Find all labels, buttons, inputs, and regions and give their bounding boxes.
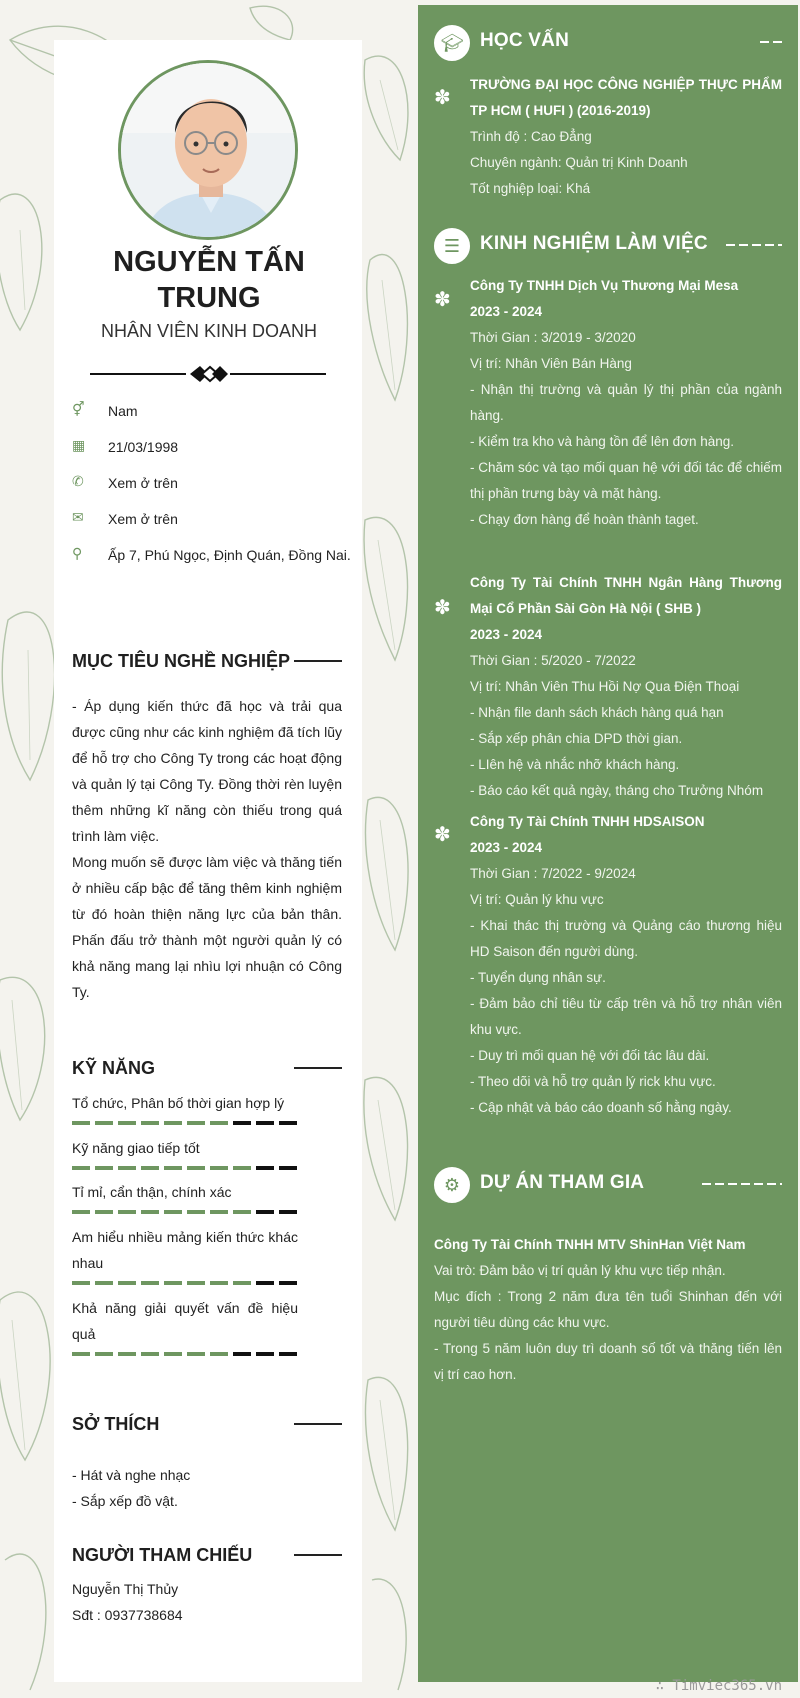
skill-item: Kỹ năng giao tiếp tốt	[72, 1135, 298, 1170]
skill-level-segment	[256, 1166, 274, 1170]
skill-level-segment	[233, 1166, 251, 1170]
skill-level-segment	[256, 1121, 274, 1125]
skill-level-segment	[95, 1352, 113, 1356]
reference-heading: NGƯỜI THAM CHIẾU	[72, 1542, 342, 1568]
skill-level-segment	[210, 1166, 228, 1170]
gears-icon: ⚙	[434, 1167, 470, 1203]
book-stack-icon: ☰	[434, 228, 470, 264]
skills-heading: KỸ NĂNG	[72, 1055, 342, 1081]
objective-paragraph-1: - Áp dụng kiến thức đã học và trải qua được cũng như các kinh nghiệm đã tích lũy để hỗ trợ cho Công Ty trong các hoạt động và quản lý tại Công Ty. Đồng thời rèn luyện thêm những kĩ năng còn thiếu trong quá trình làm việc.	[72, 698, 342, 844]
skill-item: Tổ chức, Phân bố thời gian hợp lý	[72, 1090, 298, 1125]
skill-level-bar	[72, 1166, 298, 1170]
gender-icon: ⚥	[72, 401, 85, 417]
skill-level-segment	[233, 1352, 251, 1356]
skill-level-segment	[279, 1352, 297, 1356]
skill-level-segment	[118, 1210, 136, 1214]
info-phone: ✆ Xem ở trên	[72, 470, 352, 496]
skill-level-segment	[279, 1166, 297, 1170]
skill-level-segment	[187, 1281, 205, 1285]
skill-level-segment	[72, 1281, 90, 1285]
skill-level-segment	[279, 1281, 297, 1285]
skill-level-segment	[233, 1281, 251, 1285]
skill-level-segment	[118, 1281, 136, 1285]
skill-level-segment	[187, 1210, 205, 1214]
skill-level-segment	[118, 1121, 136, 1125]
skill-level-segment	[164, 1210, 182, 1214]
skill-level-segment	[141, 1166, 159, 1170]
skill-level-segment	[233, 1121, 251, 1125]
watermark: ∴ Timviec365.vn	[655, 1678, 782, 1694]
reference-phone: Sđt : 0937738684	[72, 1607, 183, 1623]
skill-level-segment	[187, 1166, 205, 1170]
skill-level-bar	[72, 1352, 298, 1356]
info-gender: ⚥ Nam	[72, 398, 352, 424]
skill-level-segment	[141, 1210, 159, 1214]
candidate-name: NGUYỄN TẤN TRUNG	[113, 246, 305, 314]
hobby-item: - Sắp xếp đồ vật.	[72, 1493, 178, 1509]
skill-level-segment	[95, 1121, 113, 1125]
flower-bullet-icon: ✽	[434, 824, 451, 846]
graduation-cap-icon: 🎓︎	[434, 25, 470, 61]
info-birthday: ▦ 21/03/1998	[72, 434, 352, 460]
flower-bullet-icon: ✽	[434, 87, 451, 109]
phone-icon: ✆	[72, 473, 84, 489]
info-email: ✉ Xem ở trên	[72, 506, 352, 532]
flower-bullet-icon: ✽	[434, 597, 451, 619]
experience-heading: ☰ KINH NGHIỆM LÀM VIỆC	[418, 226, 798, 266]
skill-item: Tỉ mỉ, cẩn thận, chính xác	[72, 1179, 298, 1214]
flower-bullet-icon: ✽	[434, 289, 451, 311]
skill-level-segment	[187, 1352, 205, 1356]
skill-level-segment	[256, 1352, 274, 1356]
person-portrait-icon	[121, 63, 298, 240]
objective-paragraph-2: Mong muốn sẽ được làm việc và thăng tiến ở nhiều cấp bậc để tăng thêm kinh nghiệm từ đó hoàn thiện năng lực của bản thân. Phấn đấu trở thành một người quản lý có khả năng mang lại nhìu lợi nhuận có Công Ty.	[72, 854, 342, 1000]
right-column	[418, 5, 798, 1682]
location-icon: ⚲	[72, 545, 83, 561]
skill-level-segment	[95, 1166, 113, 1170]
hobbies-heading: SỞ THÍCH	[72, 1411, 342, 1437]
skill-level-segment	[72, 1166, 90, 1170]
skill-level-segment	[256, 1210, 274, 1214]
project-entry: Công Ty Tài Chính TNHH MTV ShinHan Việt Nam Vai trò: Đảm bảo vị trí quản lý khu vực tiếp nhận. Mục đích : Trong 2 năm đưa tên tuổi Shinhan đến với người tiêu dùng các khu vực. - Trong 5 năm luôn duy trì doanh số tốt và thăng tiến lên vị trí cao hơn.	[434, 1237, 782, 1382]
job-title: NHÂN VIÊN KINH DOANH	[100, 321, 318, 341]
reference-name: Nguyễn Thị Thủy	[72, 1581, 179, 1597]
skill-level-segment	[118, 1352, 136, 1356]
skill-level-segment	[210, 1281, 228, 1285]
skill-level-segment	[210, 1210, 228, 1214]
skill-level-segment	[233, 1210, 251, 1214]
ornament-divider	[90, 362, 326, 386]
skill-level-segment	[118, 1166, 136, 1170]
avatar	[118, 60, 298, 240]
skill-level-segment	[164, 1352, 182, 1356]
skill-level-bar	[72, 1121, 298, 1125]
education-heading: 🎓︎ HỌC VẤN	[418, 23, 798, 63]
experience-entry: Công Ty Tài Chính TNHH Ngân Hàng Thương Mại Cổ Phần Sài Gòn Hà Nội ( SHB ) 2023 - 2024 Thời Gian : 5/2020 - 7/2022 Vị trí: Nhân Viên Thu Hồi Nợ Qua Điện Thoại - Nhận file danh sách khách hàng quá hạn - Sắp xếp phân chia DPD thời gian. - LIên hệ và nhắc nhỡ khách hàng. - Báo cáo kết quả ngày, tháng cho Trưởng Nhóm	[470, 575, 782, 798]
skill-level-segment	[95, 1210, 113, 1214]
skill-level-segment	[210, 1121, 228, 1125]
skill-level-segment	[141, 1352, 159, 1356]
hobby-item: - Hát và nghe nhạc	[72, 1467, 191, 1483]
skill-level-segment	[141, 1121, 159, 1125]
skill-level-segment	[72, 1352, 90, 1356]
skill-level-segment	[95, 1281, 113, 1285]
skill-level-segment	[72, 1121, 90, 1125]
education-entry: TRƯỜNG ĐẠI HỌC CÔNG NGHIỆP THỰC PHẨM TP HCM ( HUFI ) (2016-2019) Trình độ : Cao Đẳng Chuyên ngành: Quản trị Kinh Doanh Tốt nghiệp loại: Khá	[470, 77, 782, 196]
skill-item: Am hiểu nhiều mảng kiến thức khác nhau	[72, 1224, 298, 1285]
skill-level-segment	[210, 1352, 228, 1356]
projects-heading: ⚙ DỰ ÁN THAM GIA	[418, 1165, 798, 1205]
skill-level-segment	[164, 1121, 182, 1125]
calendar-icon: ▦	[72, 437, 86, 453]
skill-level-segment	[256, 1281, 274, 1285]
skill-level-segment	[141, 1281, 159, 1285]
skill-level-segment	[279, 1121, 297, 1125]
skill-level-segment	[72, 1210, 90, 1214]
skill-level-segment	[187, 1121, 205, 1125]
skill-item: Khả năng giải quyết vấn đề hiệu quả	[72, 1295, 298, 1356]
skill-level-bar	[72, 1210, 298, 1214]
objective-heading: MỤC TIÊU NGHỀ NGHIỆP	[72, 648, 342, 674]
info-address: ⚲ Ấp 7, Phú Ngọc, Định Quán, Đồng Nai.	[72, 542, 352, 568]
skill-level-segment	[164, 1281, 182, 1285]
skill-level-segment	[164, 1166, 182, 1170]
experience-entry: Công Ty Tài Chính TNHH HDSAISON 2023 - 2024 Thời Gian : 7/2022 - 9/2024 Vị trí: Quản lý khu vực - Khai thác thị trường và Quảng cáo thương hiệu HD Saison đến người dùng. - Tuyển dụng nhân sự. - Đảm bảo chỉ tiêu từ cấp trên và hỗ trợ nhân viên khu vực. - Duy trì mối quan hệ với đối tác lâu dài. - Theo dõi và hỗ trợ quản lý rick khu vực. - Cập nhật và báo cáo doanh số hằng ngày.	[470, 814, 782, 1115]
skill-level-bar	[72, 1281, 298, 1285]
experience-entry: Công Ty TNHH Dịch Vụ Thương Mại Mesa 2023 - 2024 Thời Gian : 3/2019 - 3/2020 Vị trí: Nhân Viên Bán Hàng - Nhận thị trường và quản lý thị phần của ngành hàng. - Kiểm tra kho và hàng tồn để lên đơn hàng. - Chăm sóc và tạo mối quan hệ với đối tác để chiếm thị phần trưng bày và mặt hàng. - Chạy đơn hàng để hoàn thành taget.	[470, 278, 783, 527]
envelope-icon: ✉	[72, 509, 84, 525]
skill-level-segment	[279, 1210, 297, 1214]
